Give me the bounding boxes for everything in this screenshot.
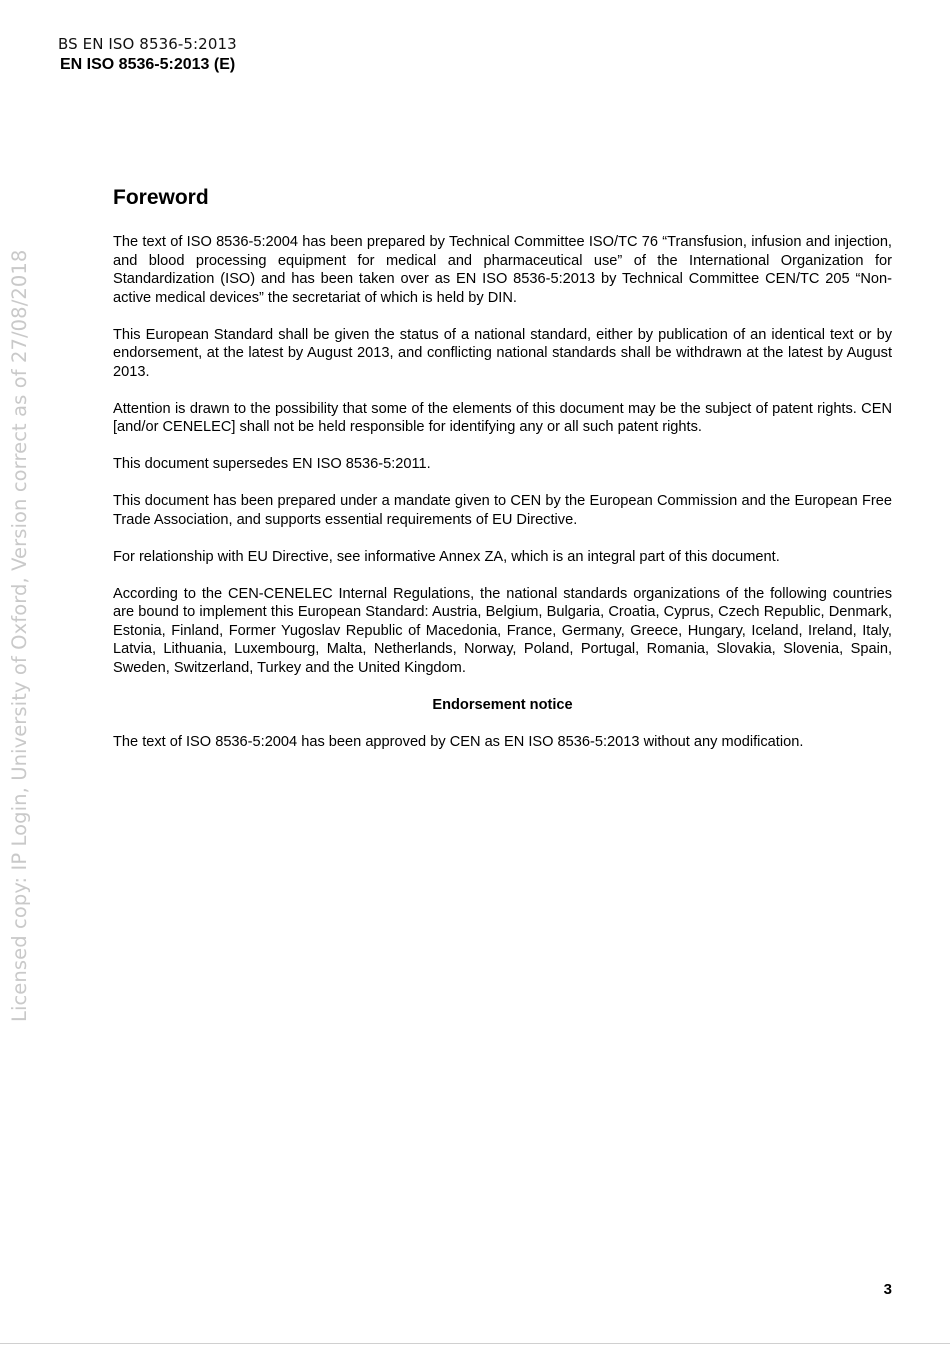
- endorsement-text: The text of ISO 8536-5:2004 has been approved by CEN as EN ISO 8536-5:2013 without any modification.: [113, 733, 804, 750]
- foreword-section: [113, 186, 892, 751]
- foreword-paragraph: For relationship with EU Directive, see informative Annex ZA, which is an integral part of this document.: [113, 548, 780, 565]
- foreword-paragraph: This document has been prepared under a mandate given to CEN by the European Commission and the European Free Trade Association, and supports essential requirements of EU Directive.: [113, 493, 892, 528]
- foreword-heading: Foreword: [113, 186, 209, 209]
- foreword-paragraph: The text of ISO 8536-5:2004 has been prepared by Technical Committee ISO/TC 76 “Transfusion, infusion and injection, and blood processing equipment for medical and pharmaceutical use” of the International Organization for Standardization (ISO) and has been taken over as EN ISO 8536-5:2013 by Technical Committee CEN/TC 205 “Non-active medical devices” the secretariat of which is held by DIN.: [113, 234, 892, 306]
- foreword-paragraph: Attention is drawn to the possibility that some of the elements of this document may be the subject of patent rights. CEN [and/or CENELEC] shall not be held responsible for identifying any or all such patent rights.: [113, 400, 892, 435]
- page-bottom-edge: [0, 1343, 950, 1344]
- header-standard-en: EN ISO 8536-5:2013 (E): [60, 56, 236, 73]
- foreword-paragraph: This European Standard shall be given the status of a national standard, either by publication of an identical text or by endorsement, at the latest by August 2013, and conflicting national standards shall be withdrawn at the latest by August 2013.: [113, 326, 892, 380]
- page-number: 3: [883, 1281, 892, 1298]
- license-watermark: Licensed copy: IP Login, University of Oxford, Version correct as of 27/08/2018: [8, 249, 31, 1022]
- foreword-paragraph: According to the CEN-CENELEC Internal Regulations, the national standards organizations of the following countries are bound to implement this European Standard: Austria, Belgium, Bulgaria, Croatia, Cyprus, Czech Republic, Denmark, Estonia, Finland, Former Yugoslav Republic of Macedonia, France, Germany, Greece, Hungary, Iceland, Ireland, Italy, Latvia, Lithuania, Luxembourg, Malta, Netherlands, Norway, Poland, Portugal, Romania, Slovakia, Slovenia, Spain, Sweden, Switzerland, Turkey and the United Kingdom.: [113, 585, 892, 676]
- foreword-paragraph: This document supersedes EN ISO 8536-5:2011.: [113, 456, 431, 472]
- endorsement-heading: Endorsement notice: [432, 696, 573, 713]
- header-standard-bs: BS EN ISO 8536-5:2013: [58, 35, 237, 53]
